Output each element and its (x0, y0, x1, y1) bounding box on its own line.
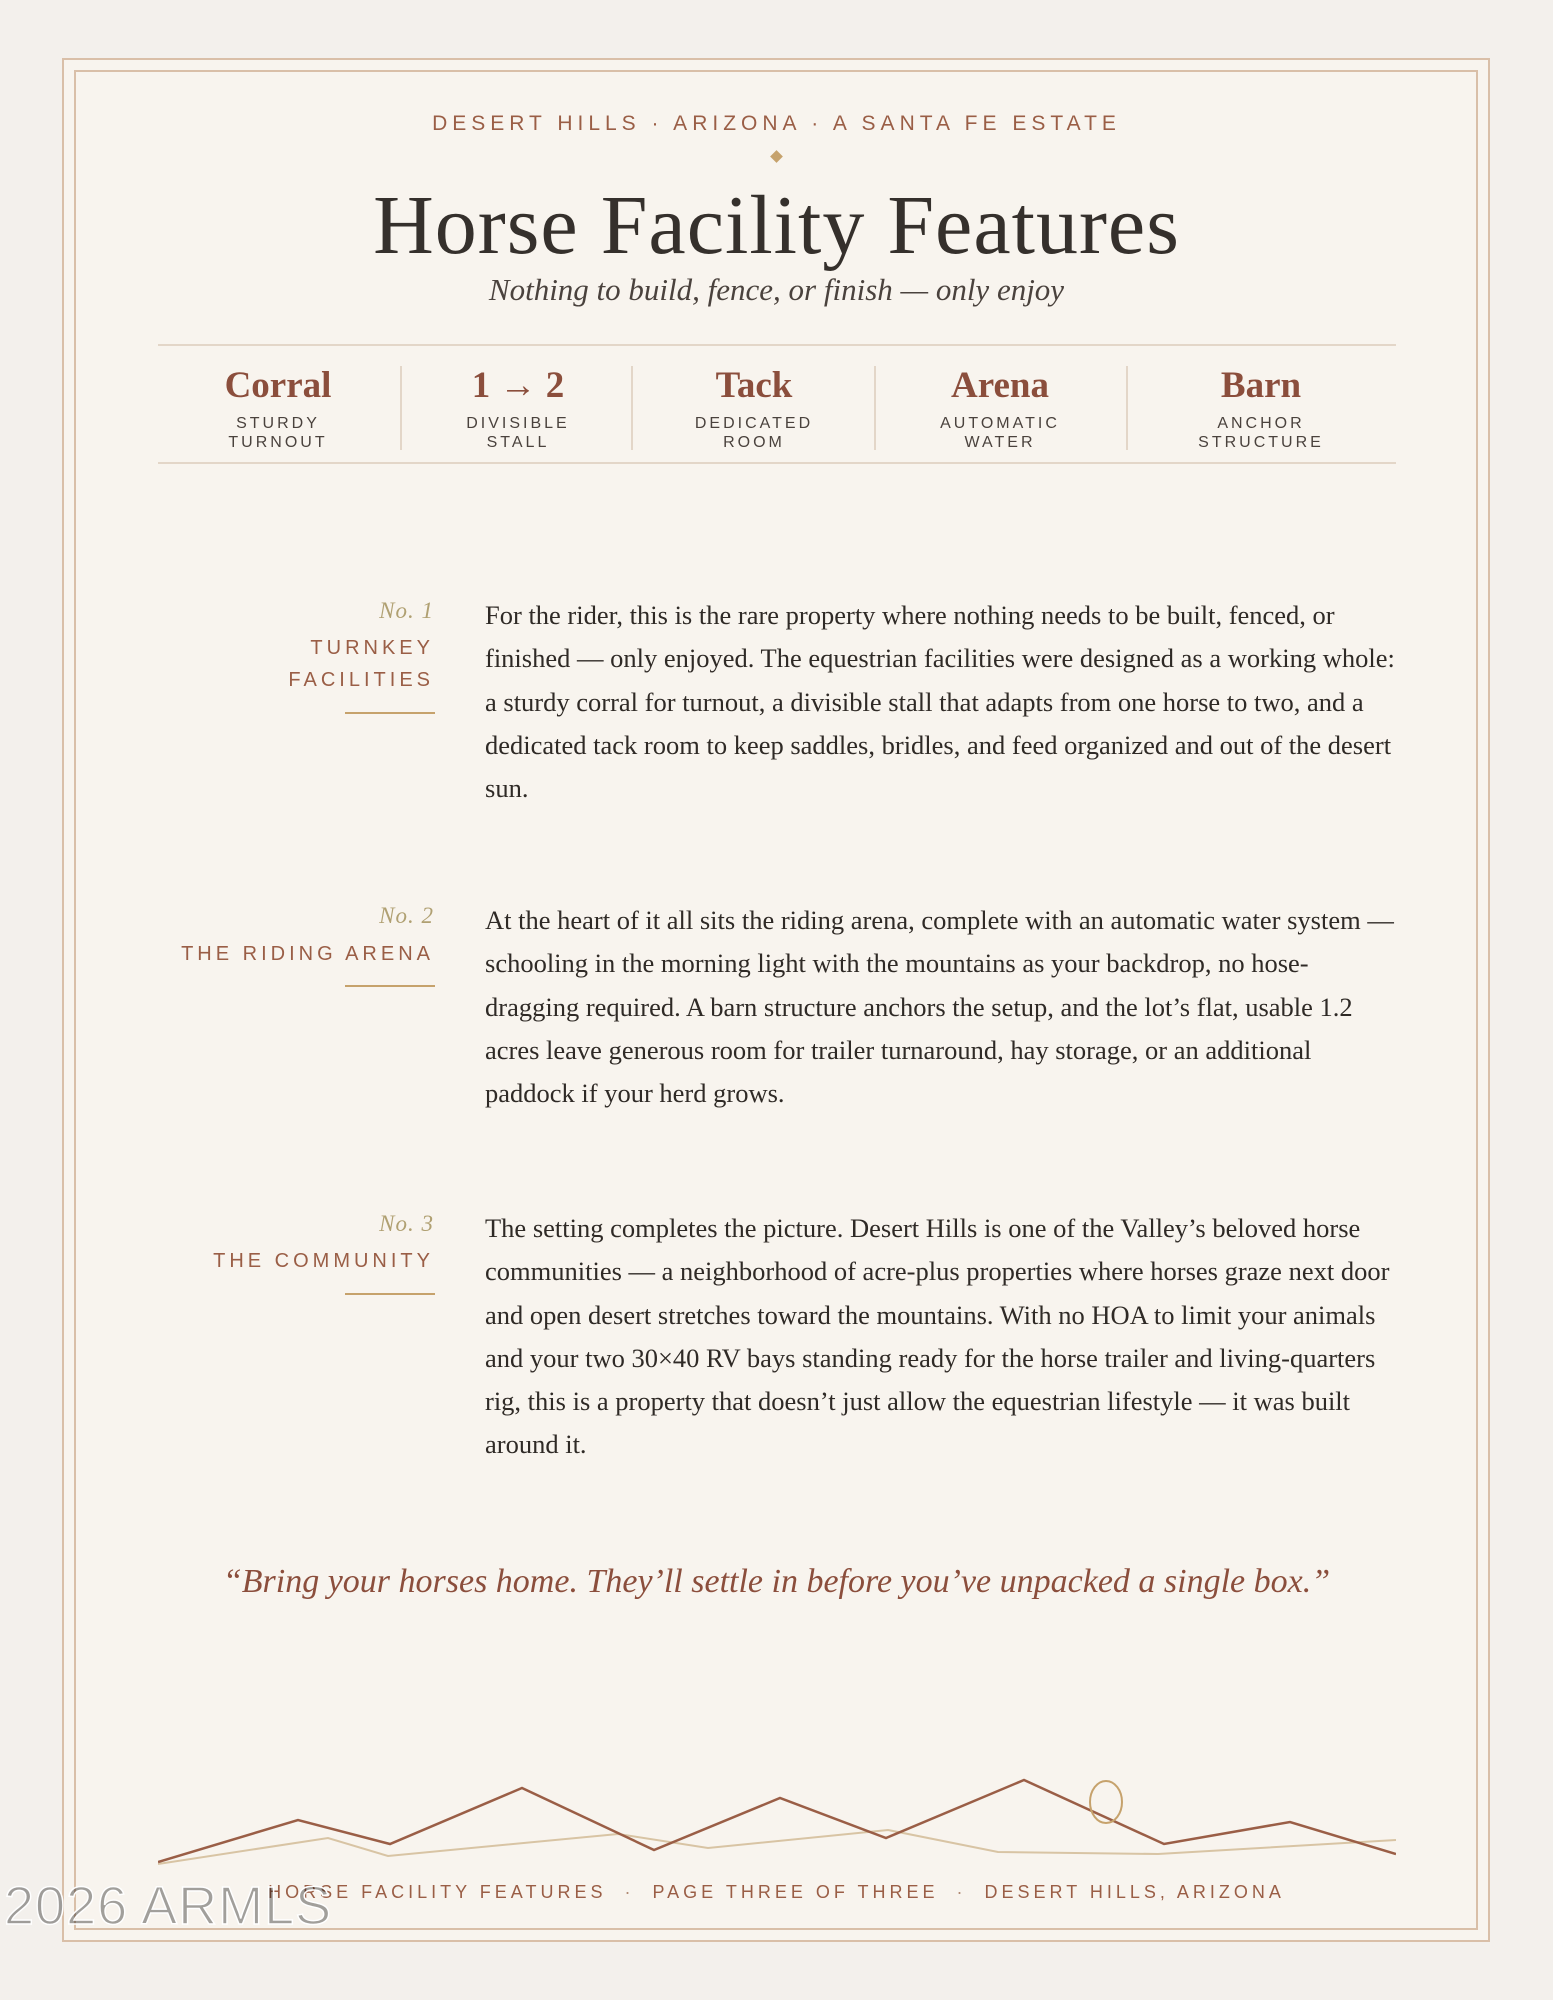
section-label-line1: THE RIDING ARENA (181, 943, 434, 965)
copyright-watermark: 2026 ARMLS (4, 1876, 333, 1936)
section-rule (345, 712, 435, 714)
pull-quote: “Bring your horses home. They’ll settle in before you’ve unpacked a single box.” (222, 1563, 1331, 1600)
section-label-line1: TURNKEY (310, 637, 434, 659)
footer-center: PAGE THREE OF THREE (652, 1882, 939, 1902)
stat-divider (874, 366, 876, 450)
stat-label-line1: AUTOMATIC (940, 415, 1060, 432)
section-number: No. 3 (379, 1211, 434, 1236)
section-body-community: The setting completes the picture. Desert Hills is one of the Valley’s beloved horse communities — a neighborhood of acre-plus properties where horses graze next door and open desert stretches toward the mountains. With no HOA to limit your animals and your two 30×40 RV bays standing ready for the horse trailer and living-quarters rig, this is a property that doesn’t just allow the equestrian lifestyle — it was built around it. (485, 1213, 1390, 1460)
section-rule (345, 1293, 435, 1295)
mountain-ridge-front (158, 1780, 1396, 1862)
stat-divider (400, 366, 402, 450)
stat-barn (1161, 364, 1361, 452)
footer-right: DESERT HILLS, ARIZONA (984, 1882, 1285, 1902)
stat-label-line2: WATER (964, 434, 1036, 451)
footer-left: HORSE FACILITY FEATURES (268, 1882, 607, 1902)
stat-value: Arena (951, 365, 1049, 406)
stat-corral (188, 364, 368, 452)
section-number: No. 1 (379, 598, 434, 623)
stat-label-line2: TURNOUT (228, 434, 328, 451)
mountain-skyline-icon (158, 1760, 1396, 1870)
stat-arena (910, 364, 1090, 452)
stat-value: Tack (715, 365, 793, 406)
stat-label-line2: ROOM (723, 434, 785, 451)
section-number: No. 2 (379, 903, 434, 928)
stat-tack (664, 364, 844, 452)
section-label-line2: FACILITIES (288, 669, 434, 691)
stat-label-line2: STALL (486, 434, 550, 451)
stat-divider (631, 366, 633, 450)
stat-label-line1: DIVISIBLE (466, 415, 570, 432)
section-body-riding-arena: At the heart of it all sits the riding arena, complete with an automatic water system — schooling in the morning light with the mountains as your backdrop, no hose-dragging required. A barn structure anchors the setup, and the lot’s flat, usable 1.2 acres leave generous room for trailer turnaround, hay storage, or an additional paddock if your herd grows. (485, 905, 1394, 1109)
section-label-line1: THE COMMUNITY (213, 1250, 434, 1272)
page-title: Horse Facility Features (373, 179, 1180, 272)
stat-divider (1126, 366, 1128, 450)
stat-value: Barn (1220, 365, 1302, 406)
stat-label-line1: ANCHOR (1217, 415, 1305, 432)
stat-label-line1: STURDY (236, 415, 320, 432)
page-subtitle: Nothing to build, fence, or finish — only enjoy (488, 272, 1065, 307)
stat-value: Corral (224, 365, 332, 406)
section-rule (345, 985, 435, 987)
eyebrow-location: DESERT HILLS · ARIZONA · A SANTA FE ESTATE (432, 112, 1121, 135)
stat-label-line2: STRUCTURE (1198, 434, 1324, 451)
section-body-turnkey: For the rider, this is the rare property where nothing needs to be built, fenced, or finished — only enjoyed. The equestrian facilities were designed as a working whole: a sturdy corral for turnout, a divisible stall that adapts from one horse to two, and a dedicated tack room to keep saddles, bridles, and feed organized and out of the desert sun. (485, 600, 1395, 804)
stat-stall (428, 364, 608, 452)
stat-value: 1 → 2 (471, 365, 565, 406)
footer-separator: · (624, 1882, 635, 1902)
footer-separator: · (956, 1882, 967, 1902)
feature-stats-bar (158, 344, 1396, 464)
stat-label-line1: DEDICATED (694, 415, 814, 432)
